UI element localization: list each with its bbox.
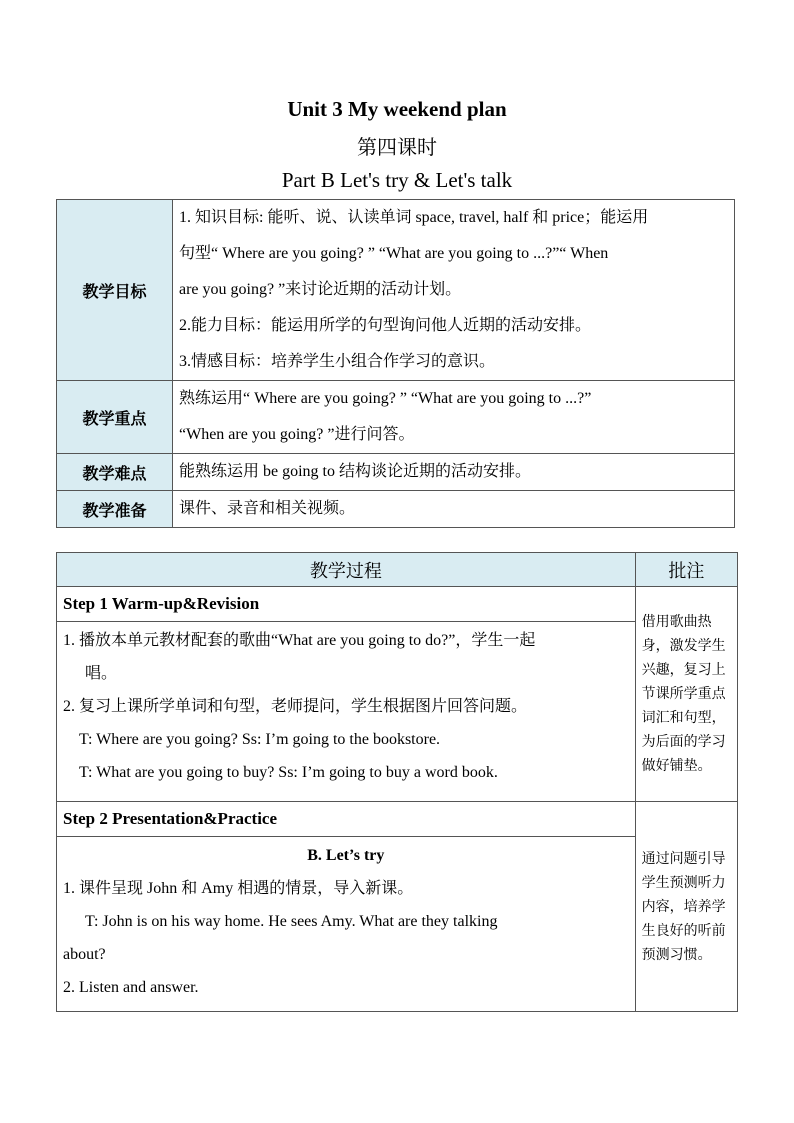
difficulties-content: 能熟练运用 be going to 结构谈论近期的活动安排。 <box>173 454 735 491</box>
key-points-row <box>57 381 735 454</box>
objectives-row <box>57 200 735 381</box>
objectives-content <box>173 200 735 381</box>
step2-title: Step 2 Presentation&Practice <box>57 802 636 837</box>
step2-note: 通过问题引导学生预测听力内容，培养学生良好的听前预测习惯。 <box>635 802 737 1012</box>
lesson-part: Part B Let's try & Let's talk <box>281 168 513 192</box>
objectives-line: 3.情感目标：培养学生小组合作学习的意识。 <box>179 353 496 370</box>
step2-subtitle: B. Let’s try <box>307 847 385 864</box>
difficulties-row <box>57 454 735 491</box>
notes-header: 批注 <box>635 553 737 587</box>
overview-table <box>56 199 735 528</box>
step1-line: 1. 播放本单元教材配套的歌曲“What are you going to do?”，学生一起 <box>63 632 536 649</box>
process-header-row <box>57 553 738 587</box>
step1-title: Step 1 Warm-up&Revision <box>57 587 636 622</box>
lesson-number: 第四课时 <box>357 135 437 159</box>
process-table <box>56 552 738 1012</box>
step2-line: about? <box>63 946 106 963</box>
objectives-line: 句型“ Where are you going? ” “What are you going to ...?”“ When <box>179 245 609 262</box>
document-title: Unit 3 My weekend plan <box>287 97 507 121</box>
process-header: 教学过程 <box>57 553 636 587</box>
step1-title-row <box>57 587 738 622</box>
step2-line: T: John is on his way home. He sees Amy. What are they talking <box>85 913 498 930</box>
preparation-label: 教学准备 <box>57 491 173 528</box>
key-points-label: 教学重点 <box>57 381 173 454</box>
step2-line: 2. Listen and answer. <box>63 979 199 996</box>
preparation-row <box>57 491 735 528</box>
objectives-line: are you going? ”来讨论近期的活动计划。 <box>179 281 462 298</box>
objectives-line: 1. 知识目标: 能听、说、认读单词 space, travel, half 和 price；能运用 <box>179 209 649 226</box>
key-points-line: “When are you going? ”进行问答。 <box>179 426 415 443</box>
step1-line: 唱。 <box>85 665 118 682</box>
preparation-content: 课件、录音和相关视频。 <box>173 491 735 528</box>
difficulties-label: 教学难点 <box>57 454 173 491</box>
step1-body <box>57 622 636 802</box>
step2-body <box>57 837 636 1012</box>
key-points-content <box>173 381 735 454</box>
step2-title-row <box>57 802 738 837</box>
step1-line: 2. 复习上课所学单词和句型，老师提问，学生根据图片回答问题。 <box>63 698 528 715</box>
step2-line: 1. 课件呈现 John 和 Amy 相遇的情景，导入新课。 <box>63 880 414 897</box>
objectives-line: 2.能力目标：能运用所学的句型询问他人近期的活动安排。 <box>179 317 592 334</box>
objectives-label: 教学目标 <box>57 200 173 381</box>
step1-note: 借用歌曲热身，激发学生兴趣，复习上节课所学重点词汇和句型，为后面的学习做好铺垫。 <box>635 587 737 802</box>
step1-line: T: Where are you going? Ss: I’m going to the bookstore. <box>79 731 441 748</box>
key-points-line: 熟练运用“ Where are you going? ” “What are you going to ...?” <box>179 390 592 407</box>
step1-line: T: What are you going to buy? Ss: I’m going to buy a word book. <box>79 764 498 781</box>
